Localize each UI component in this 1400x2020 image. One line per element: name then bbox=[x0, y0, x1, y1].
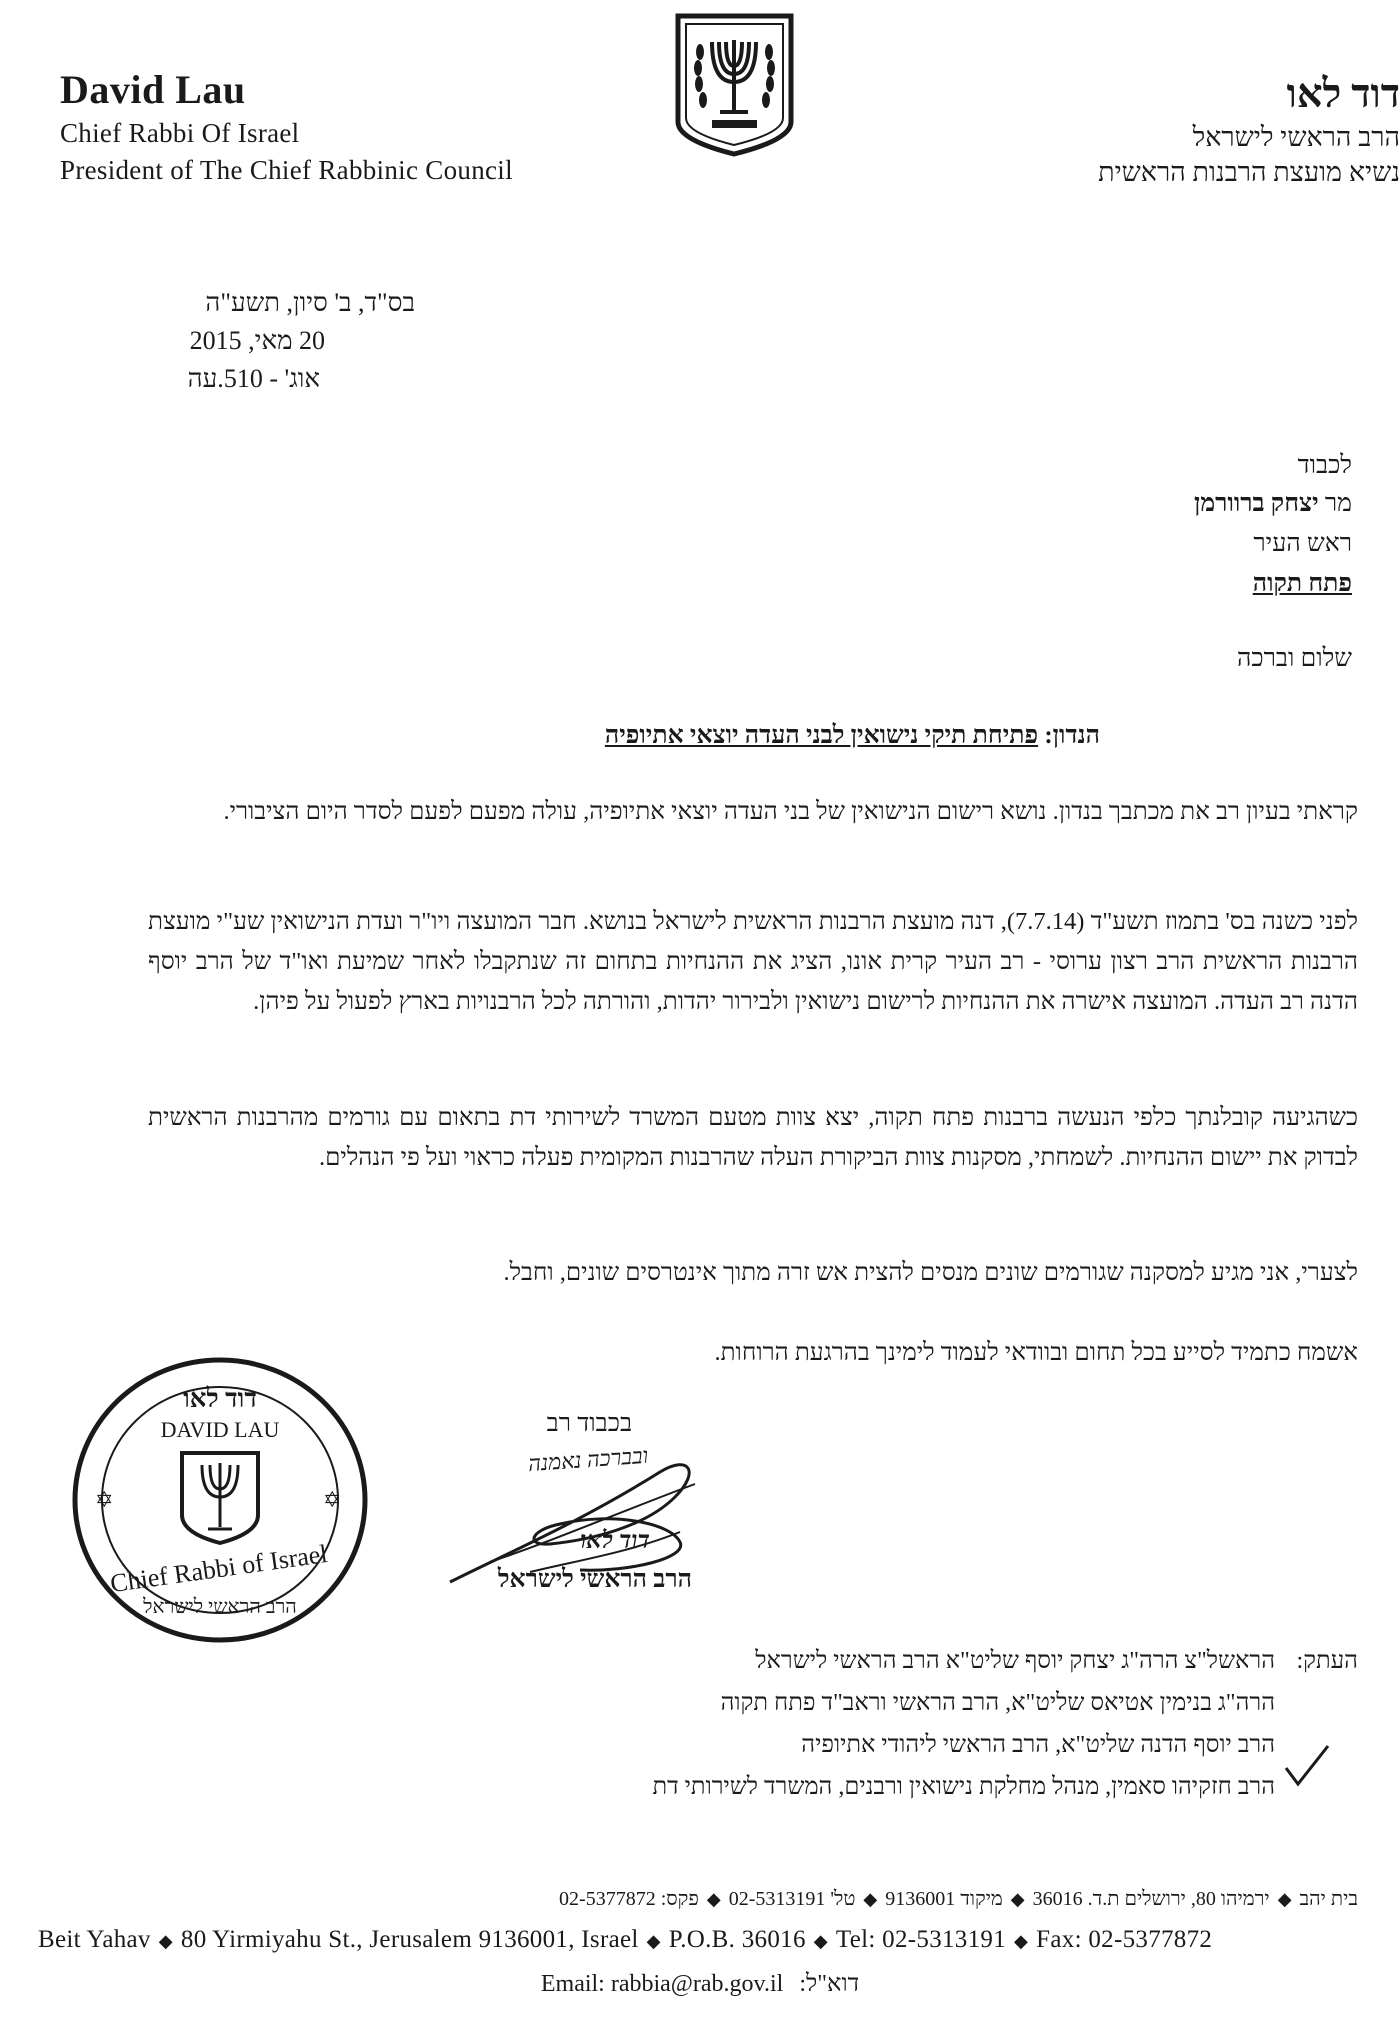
recipient-name-line bbox=[1194, 490, 1352, 518]
stamp-hebrew-name: דוד לאו bbox=[183, 1384, 257, 1413]
body-paragraph-4: לצערי, אני מגיע למסקנה שגורמים שונים מנסים להצית אש זרה מתוך אינטרסים שונים, וחבל. bbox=[503, 1259, 1358, 1286]
stamp-english-name: DAVID LAU bbox=[160, 1417, 280, 1442]
letterhead-hebrew-title: הרב הראשי לישראל bbox=[1192, 122, 1400, 152]
subject-label: הנדון: bbox=[1044, 722, 1100, 749]
recipient-name-prefix: מר bbox=[1318, 490, 1352, 517]
handwritten-blessing: ובברכה נאמנה bbox=[527, 1442, 649, 1477]
cc-item: הרב חזקיהו סאמין, מנהל מחלקת נישואין ורבנים, המשרד לשירותי דת bbox=[652, 1774, 1275, 1800]
signer-title: הרב הראשי לישראל bbox=[497, 1566, 692, 1593]
cc-item: הרה"ג בנימין אטיאס שליט"א, הרב הראשי וראב"ד פתח תקוה bbox=[720, 1690, 1275, 1716]
stamp-menorah-icon bbox=[182, 1453, 258, 1543]
recipient-city: פתח תקוה bbox=[1252, 570, 1352, 597]
subject-line bbox=[605, 722, 1100, 750]
footer-en-tel: Tel: 02-5313191 bbox=[835, 1926, 1007, 1953]
footer-he-zip: מיקוד 9136001 bbox=[885, 1888, 1003, 1910]
footer-en-fax: Fax: 02-5377872 bbox=[1036, 1926, 1213, 1953]
body-paragraph-3: כשהגיעה קובלנתך כלפי הנעשה ברבנות פתח תקוה, יצא צוות מטעם המשרד לשירותי דת בתאום עם גורמים מהרבנות הראשית לבדוק את יישום ההנחיות. לשמחתי, מסקנות צוות הביקורת העלה שהרבנות המקומית פעלה כראוי ועל פי הנהלים. bbox=[148, 1104, 1358, 1171]
letterhead-hebrew-council: נשיא מועצת הרבנות הראשית bbox=[1098, 157, 1400, 187]
official-stamp bbox=[70, 1355, 370, 1645]
footer-he-street: ירמיהו 80, ירושלים ת.ד. 36016 bbox=[1032, 1888, 1270, 1910]
checkmark-icon bbox=[1282, 1742, 1332, 1790]
reference-number: אוג' - 510.עה bbox=[187, 364, 320, 393]
star-of-david-icon: ✡ bbox=[323, 1488, 342, 1513]
gregorian-date: 20 מאי, 2015 bbox=[189, 326, 325, 355]
footer-he-place: בית יהב bbox=[1299, 1888, 1358, 1910]
recipient-name: יצחק ברוורמן bbox=[1193, 490, 1319, 517]
body-paragraph-5: אשמח כתמיד לסייע בכל תחום ובוודאי לעמוד לימינך בהרגעת הרוחות. bbox=[714, 1339, 1358, 1366]
greeting: שלום וברכה bbox=[1237, 645, 1352, 672]
footer-hebrew-address: בית יהב◆ירמיהו 80, ירושלים ת.ד. 36016◆מיקוד 9136001◆טל' 02-5313191◆פקס: 02-5377872 bbox=[559, 1888, 1358, 1910]
footer-he-email-label: דוא"ל: bbox=[799, 1971, 860, 1997]
cc-label: העתק: bbox=[1296, 1648, 1358, 1674]
footer-en-address: 80 Yirmiyahu St., Jerusalem 9136001, Israel bbox=[180, 1926, 639, 1953]
letterhead-english-title: Chief Rabbi Of Israel bbox=[60, 118, 300, 148]
footer-english-address: Beit Yahav ◆ 80 Yirmiyahu St., Jerusalem 9136001, Israel ◆ P.O.B. 36016 ◆ Tel: 02-5313191 ◆ Fax: 02-5377872 bbox=[38, 1926, 1213, 1953]
footer-en-pob: P.O.B. 36016 bbox=[668, 1926, 806, 1953]
body-paragraph-1: קראתי בעיון רב את מכתבך בנדון. נושא רישום הנישואין של בני העדה יוצאי אתיופיה, עולה מפעם לפעם לסדר היום הציבורי. bbox=[223, 798, 1358, 825]
footer-en-place: Beit Yahav bbox=[38, 1926, 151, 1953]
stamp-hebrew-title: הרב הראשי לישראל bbox=[143, 1596, 297, 1618]
subject-text: פתיחת תיקי נישואין לבני העדה יוצאי אתיופיה bbox=[604, 722, 1039, 749]
letterhead-english-council: President of The Chief Rabbinic Council bbox=[60, 155, 513, 185]
footer-he-tel: טל' 02-5313191 bbox=[728, 1888, 856, 1910]
handwritten-name: דוד לאו bbox=[580, 1528, 650, 1554]
cc-item: הראשל"צ הרה"ג יצחק יוסף שליט"א הרב הראשי לישראל bbox=[755, 1648, 1275, 1674]
closing: בכבוד רב bbox=[546, 1410, 632, 1437]
cc-item: הרב יוסף הדנה שליט"א, הרב הראשי ליהודי אתיופיה bbox=[801, 1732, 1275, 1758]
recipient-title: ראש העיר bbox=[1253, 530, 1352, 557]
star-of-david-icon: ✡ bbox=[95, 1488, 114, 1513]
footer-he-fax: פקס: 02-5377872 bbox=[559, 1888, 699, 1910]
footer-email-line bbox=[0, 1971, 1400, 1998]
letterhead-hebrew-name: דוד לאו bbox=[1286, 71, 1400, 116]
stamp-english-title: Chief Rabbi of Israel bbox=[108, 1539, 330, 1599]
body-paragraph-2: לפני כשנה בס' בתמוז תשע"ד (7.7.14), דנה מועצת הרבנות הראשית לישראל בנושא. חבר המועצה ויו"ר ועדת הנישואין שע"י מועצת הרבנות הראשית הרב רצון ערוסי - רב העיר קרית אונו, הציג את ההנחיות בתחום זה שנתקבלו לאחר שמיעת ואו"ד של הרב יוסף הדנה רב העדה. המועצה אישרה את ההנחיות לרישום נישואין ולבירור יהדות, והורתה לכל הרבנויות בארץ לפעול על פיהן. bbox=[148, 908, 1358, 1015]
hebrew-date: בס"ד, ב' סיון, תשע"ה bbox=[205, 288, 415, 317]
letterhead-english-name: David Lau bbox=[60, 67, 246, 112]
footer-email[interactable]: Email: rabbia@rab.gov.il bbox=[540, 1971, 784, 1997]
menorah-emblem-icon bbox=[672, 12, 797, 157]
recipient-honor: לכבוד bbox=[1297, 452, 1352, 479]
